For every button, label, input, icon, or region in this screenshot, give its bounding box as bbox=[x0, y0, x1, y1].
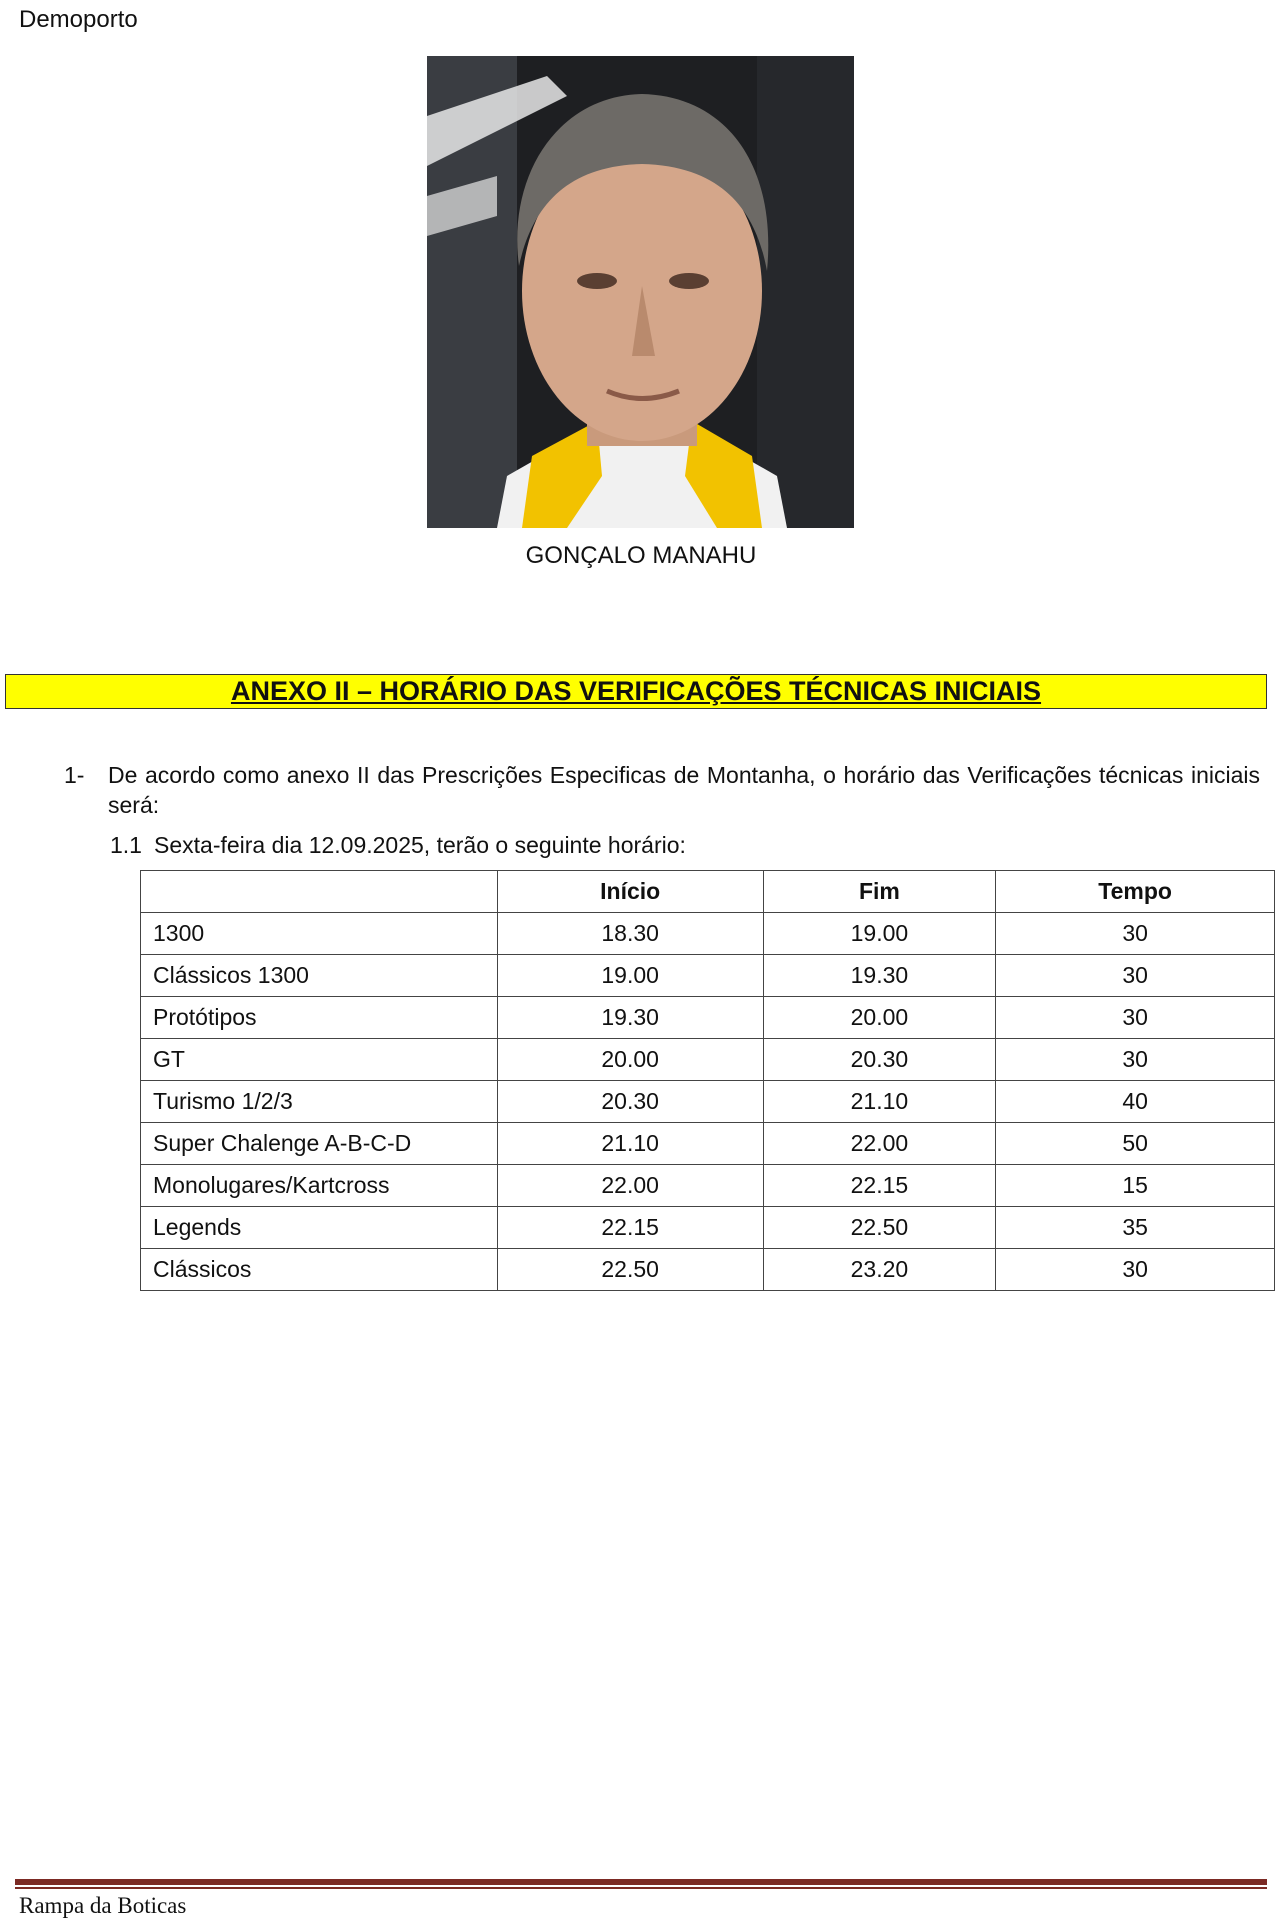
table-row bbox=[141, 1249, 1275, 1291]
header-tempo: Tempo bbox=[996, 871, 1275, 913]
subsection-line bbox=[110, 832, 686, 859]
cell-inicio: 22.50 bbox=[497, 1249, 763, 1291]
cell-tempo: 30 bbox=[996, 997, 1275, 1039]
cell-category: Monolugares/Kartcross bbox=[141, 1165, 498, 1207]
cell-tempo: 35 bbox=[996, 1207, 1275, 1249]
table-row bbox=[141, 1165, 1275, 1207]
cell-inicio: 18.30 bbox=[497, 913, 763, 955]
cell-fim: 19.00 bbox=[763, 913, 996, 955]
subsection-number: 1.1 bbox=[110, 832, 142, 858]
cell-fim: 22.50 bbox=[763, 1207, 996, 1249]
header-org-name: Demoporto bbox=[19, 6, 138, 33]
cell-tempo: 50 bbox=[996, 1123, 1275, 1165]
annex-title: ANEXO II – HORÁRIO DAS VERIFICAÇÕES TÉCNICAS INICIAIS bbox=[230, 676, 1042, 706]
cell-inicio: 19.00 bbox=[497, 955, 763, 997]
cell-category: Turismo 1/2/3 bbox=[141, 1081, 498, 1123]
footer-divider-thin bbox=[15, 1887, 1267, 1889]
cell-fim: 23.20 bbox=[763, 1249, 996, 1291]
table-row bbox=[141, 913, 1275, 955]
footer-event-name: Rampa da Boticas bbox=[19, 1893, 187, 1918]
cell-inicio: 20.00 bbox=[497, 1039, 763, 1081]
intro-paragraph bbox=[64, 760, 1260, 820]
cell-fim: 19.30 bbox=[763, 955, 996, 997]
cell-inicio: 22.15 bbox=[497, 1207, 763, 1249]
intro-number: 1- bbox=[64, 762, 85, 788]
cell-fim: 20.00 bbox=[763, 997, 996, 1039]
table-row bbox=[141, 955, 1275, 997]
cell-tempo: 30 bbox=[996, 913, 1275, 955]
cell-tempo: 30 bbox=[996, 955, 1275, 997]
cell-fim: 21.10 bbox=[763, 1081, 996, 1123]
footer-divider-thick bbox=[15, 1879, 1267, 1885]
cell-inicio: 21.10 bbox=[497, 1123, 763, 1165]
table-row bbox=[141, 1123, 1275, 1165]
cell-category: GT bbox=[141, 1039, 498, 1081]
cell-category: Super Chalenge A-B-C-D bbox=[141, 1123, 498, 1165]
cell-category: Protótipos bbox=[141, 997, 498, 1039]
table-row bbox=[141, 1081, 1275, 1123]
cell-category: Clássicos 1300 bbox=[141, 955, 498, 997]
table-header-row bbox=[141, 871, 1275, 913]
cell-category: Clássicos bbox=[141, 1249, 498, 1291]
header-inicio: Início bbox=[497, 871, 763, 913]
cell-tempo: 15 bbox=[996, 1165, 1275, 1207]
cell-tempo: 40 bbox=[996, 1081, 1275, 1123]
header-fim: Fim bbox=[763, 871, 996, 913]
person-photo bbox=[427, 56, 854, 528]
cell-inicio: 19.30 bbox=[497, 997, 763, 1039]
table-row bbox=[141, 1039, 1275, 1081]
table-row bbox=[141, 997, 1275, 1039]
cell-fim: 20.30 bbox=[763, 1039, 996, 1081]
intro-text: De acordo como anexo II das Prescrições Especificas de Montanha, o horário das Verificações técnicas iniciais será: bbox=[108, 762, 1260, 818]
schedule-table bbox=[140, 870, 1275, 1291]
cell-fim: 22.15 bbox=[763, 1165, 996, 1207]
cell-inicio: 22.00 bbox=[497, 1165, 763, 1207]
annex-title-banner bbox=[5, 674, 1267, 709]
table-row bbox=[141, 1207, 1275, 1249]
header-category bbox=[141, 871, 498, 913]
cell-inicio: 20.30 bbox=[497, 1081, 763, 1123]
subsection-text: Sexta-feira dia 12.09.2025, terão o seguinte horário: bbox=[154, 832, 686, 858]
cell-tempo: 30 bbox=[996, 1249, 1275, 1291]
cell-fim: 22.00 bbox=[763, 1123, 996, 1165]
cell-tempo: 30 bbox=[996, 1039, 1275, 1081]
person-name-caption: GONÇALO MANAHU bbox=[525, 542, 757, 569]
cell-category: 1300 bbox=[141, 913, 498, 955]
cell-category: Legends bbox=[141, 1207, 498, 1249]
